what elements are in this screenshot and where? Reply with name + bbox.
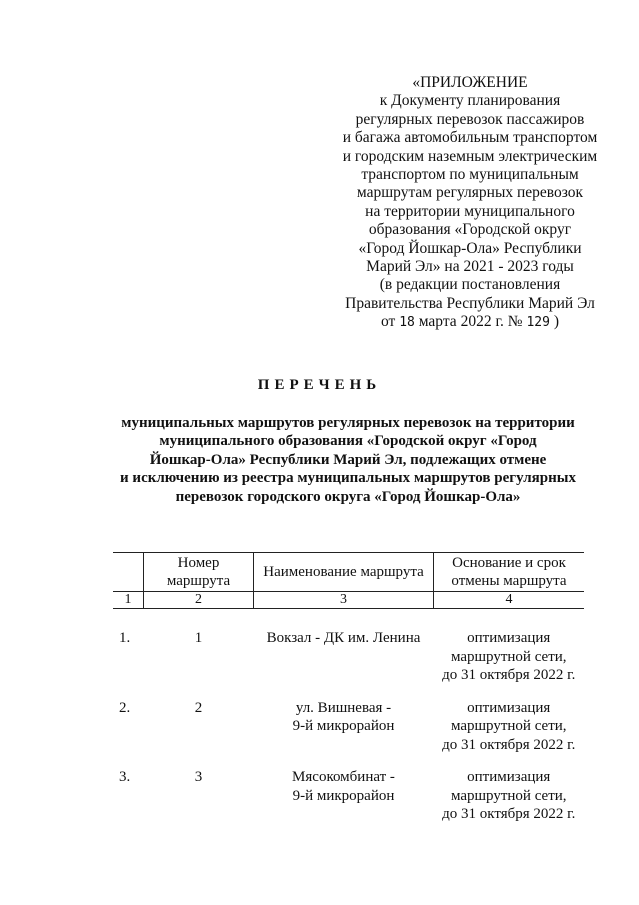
appendix-line: (в редакции постановления	[379, 276, 561, 294]
row-number: 2.	[119, 699, 131, 716]
index-cell: 3	[254, 592, 434, 609]
document-subtitle	[100, 414, 596, 506]
appendix-line: «Город Йошкар-Ола» Республики	[358, 239, 582, 257]
route-number: 1	[194, 630, 203, 646]
decree-number: 129	[526, 315, 550, 331]
row-number: 1.	[119, 630, 131, 646]
route-number: 3	[194, 769, 203, 785]
appendix-date-line	[320, 313, 620, 332]
appendix-line: и багажа автомобильным транспортом	[342, 129, 598, 147]
index-cell: 1	[113, 592, 144, 609]
route-name: ул. Вишневая - 9-й микрорайон	[292, 699, 395, 734]
date-rest: марта 2022 г. №	[418, 313, 523, 331]
subtitle-line: муниципального образования «Городской округ «Город	[159, 433, 537, 450]
subtitle-line: перевозок городского округа «Город Йошкар-Ола»	[175, 488, 521, 505]
routes-table	[113, 552, 584, 824]
date-day: 18	[399, 315, 415, 331]
appendix-line: Правительства Республики Марий Эл	[345, 294, 595, 312]
subtitle-line: муниципальных маршрутов регулярных перевозок на территории	[121, 415, 575, 431]
subtitle-line: Йошкар-Ола» Республики Марий Эл, подлежащих отмене	[149, 451, 547, 468]
header-reason: Основание и срок отмены маршрута	[434, 553, 585, 592]
header-route-number: Номер маршрута	[144, 553, 254, 592]
header-route-name: Наименование маршрута	[254, 553, 434, 592]
table-header-row	[113, 553, 584, 592]
route-reason: оптимизация маршрутной сети, до 31 октября 2022 г.	[442, 699, 576, 753]
appendix-line: транспортом по муниципальным	[361, 166, 579, 184]
document-heading: ПЕРЕЧЕНЬ	[257, 377, 382, 393]
appendix-line: образования «Городской округ	[368, 221, 572, 239]
appendix-line: и городским наземным электрическим	[342, 147, 598, 165]
table-row	[113, 685, 584, 755]
route-name: Вокзал - ДК им. Ленина	[266, 630, 421, 646]
appendix-line: к Документу планирования	[379, 92, 561, 110]
row-number: 3.	[119, 769, 131, 785]
table-row	[113, 754, 584, 824]
appendix-line: на территории муниципального	[365, 202, 575, 220]
appendix-line: регулярных перевозок пассажиров	[355, 110, 585, 128]
index-cell: 2	[144, 592, 254, 609]
route-number: 2	[194, 699, 203, 716]
subtitle-line: и исключению из реестра муниципальных маршрутов регулярных	[120, 470, 576, 487]
date-close: )	[553, 313, 559, 331]
route-name: Мясокомбинат - 9-й микрорайон	[292, 769, 395, 804]
table-index-row	[113, 592, 584, 609]
appendix-line: «ПРИЛОЖЕНИЕ	[412, 74, 528, 91]
table-row	[113, 615, 584, 685]
header-row-number	[113, 553, 144, 592]
route-reason: оптимизация маршрутной сети, до 31 октября 2022 г.	[442, 630, 576, 683]
date-prefix: от	[380, 313, 396, 331]
appendix-line: Марий Эл» на 2021 - 2023 годы	[366, 258, 574, 276]
index-cell: 4	[434, 592, 585, 609]
appendix-line: маршрутам регулярных перевозок	[356, 184, 584, 202]
appendix-block	[320, 74, 620, 333]
route-reason: оптимизация маршрутной сети, до 31 октября 2022 г.	[442, 769, 576, 822]
